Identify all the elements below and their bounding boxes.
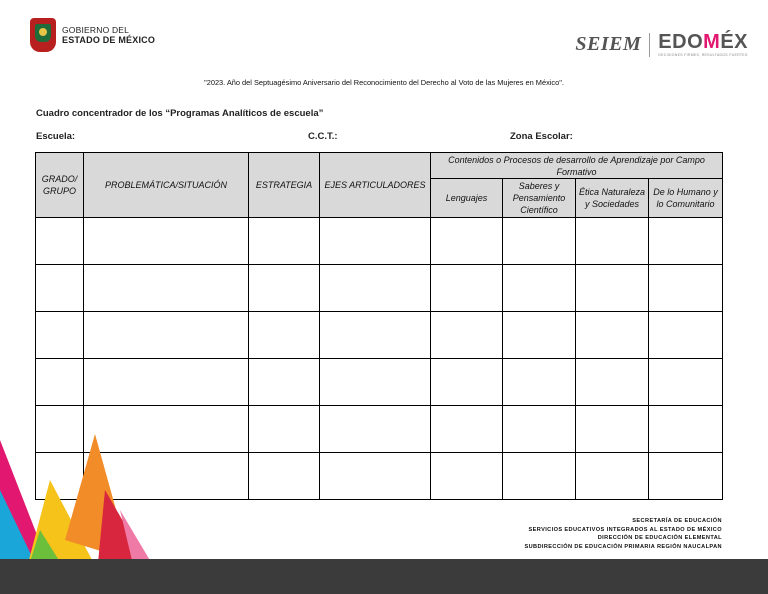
table-cell[interactable] — [249, 312, 320, 359]
edomex-m: M — [703, 31, 721, 53]
edomex-post: ÉX — [720, 31, 748, 53]
table-row — [36, 312, 723, 359]
field-cct[interactable]: C.C.T.: — [308, 131, 338, 142]
gobierno-line2: ESTADO DE MÉXICO — [62, 35, 156, 45]
footer-bar — [0, 559, 768, 594]
table-cell[interactable] — [84, 359, 249, 406]
table-cell[interactable] — [649, 453, 723, 500]
institution-footer-text — [524, 517, 722, 551]
table-cell[interactable] — [576, 312, 649, 359]
table-cell[interactable] — [36, 218, 84, 265]
gobierno-logo — [30, 18, 155, 52]
table-cell[interactable] — [503, 218, 576, 265]
table-cell[interactable] — [649, 218, 723, 265]
table-cell[interactable] — [576, 359, 649, 406]
table-row — [36, 218, 723, 265]
table-cell[interactable] — [36, 359, 84, 406]
field-escuela[interactable]: Escuela: — [36, 131, 76, 142]
table-cell[interactable] — [649, 312, 723, 359]
header-estrategia: ESTRATEGIA — [249, 153, 320, 218]
header-etica: Ética Naturaleza y Sociedades — [576, 179, 649, 218]
table-cell[interactable] — [649, 406, 723, 453]
table-cell[interactable] — [36, 312, 84, 359]
table-cell[interactable] — [503, 453, 576, 500]
table-cell[interactable] — [503, 312, 576, 359]
table-cell[interactable] — [320, 406, 431, 453]
footer-line1: SECRETARÍA DE EDUCACIÓN — [632, 518, 722, 524]
table-row — [36, 265, 723, 312]
header-problematica: PROBLEMÁTICA/SITUACIÓN — [84, 153, 249, 218]
table-cell[interactable] — [320, 359, 431, 406]
table-cell[interactable] — [503, 406, 576, 453]
table-cell[interactable] — [84, 265, 249, 312]
table-cell[interactable] — [249, 406, 320, 453]
year-motto: "2023. Año del Septuagésimo Aniversario del Reconocimiento del Derecho al Voto de las Mujeres en México". — [204, 78, 564, 87]
table-cell[interactable] — [320, 218, 431, 265]
table-cell[interactable] — [84, 312, 249, 359]
table-cell[interactable] — [320, 265, 431, 312]
table-cell[interactable] — [576, 218, 649, 265]
table-cell[interactable] — [649, 359, 723, 406]
table-cell[interactable] — [320, 453, 431, 500]
table-cell[interactable] — [249, 218, 320, 265]
table-cell[interactable] — [431, 265, 503, 312]
table-cell[interactable] — [36, 265, 84, 312]
header-grado-grupo: GRADO/ GRUPO — [36, 153, 84, 218]
table-cell[interactable] — [649, 265, 723, 312]
table-cell[interactable] — [431, 218, 503, 265]
table-cell[interactable] — [576, 406, 649, 453]
state-shield-icon — [30, 18, 56, 52]
table-cell[interactable] — [249, 453, 320, 500]
footer-line3: DIRECCIÓN DE EDUCACIÓN ELEMENTAL — [597, 535, 722, 541]
table-cell[interactable] — [320, 312, 431, 359]
institution-logos — [575, 32, 748, 57]
table-row — [36, 359, 723, 406]
page-header — [0, 0, 768, 70]
field-zona-escolar[interactable]: Zona Escolar: — [510, 131, 573, 142]
table-cell[interactable] — [503, 359, 576, 406]
gobierno-text — [62, 25, 155, 45]
table-cell[interactable] — [576, 453, 649, 500]
table-cell[interactable] — [431, 359, 503, 406]
table-cell[interactable] — [576, 265, 649, 312]
table-cell[interactable] — [431, 312, 503, 359]
header-ejes-articuladores: EJES ARTICULADORES — [320, 153, 431, 218]
footer-line4: SUBDIRECCIÓN DE EDUCACIÓN PRIMARIA REGIÓN NAUCALPAN — [524, 543, 722, 550]
header-saberes: Saberes y Pensamiento Científico — [503, 179, 576, 218]
edomex-logo — [658, 32, 748, 57]
table-cell[interactable] — [84, 218, 249, 265]
table-header-row — [36, 153, 723, 179]
gobierno-line1: GOBIERNO DEL — [62, 25, 130, 35]
document-title: Cuadro concentrador de los “Programas Analíticos de escuela” — [36, 108, 324, 119]
edomex-slogan: DECISIONES FIRMES, RESULTADOS FUERTES — [658, 53, 748, 57]
edomex-pre: EDO — [658, 31, 704, 53]
header-lenguajes: Lenguajes — [431, 179, 503, 218]
header-contenidos: Contenidos o Procesos de desarrollo de Aprendizaje por Campo Formativo — [431, 153, 723, 179]
table-cell[interactable] — [249, 359, 320, 406]
table-cell[interactable] — [431, 406, 503, 453]
logo-divider — [649, 33, 650, 57]
table-cell[interactable] — [503, 265, 576, 312]
header-humano: De lo Humano y lo Comunitario — [649, 179, 723, 218]
footer-line2: SERVICIOS EDUCATIVOS INTEGRADOS AL ESTADO DE MÉXICO — [528, 526, 722, 533]
table-cell[interactable] — [249, 265, 320, 312]
seiem-logo: SEIEM — [575, 33, 642, 55]
table-cell[interactable] — [431, 453, 503, 500]
